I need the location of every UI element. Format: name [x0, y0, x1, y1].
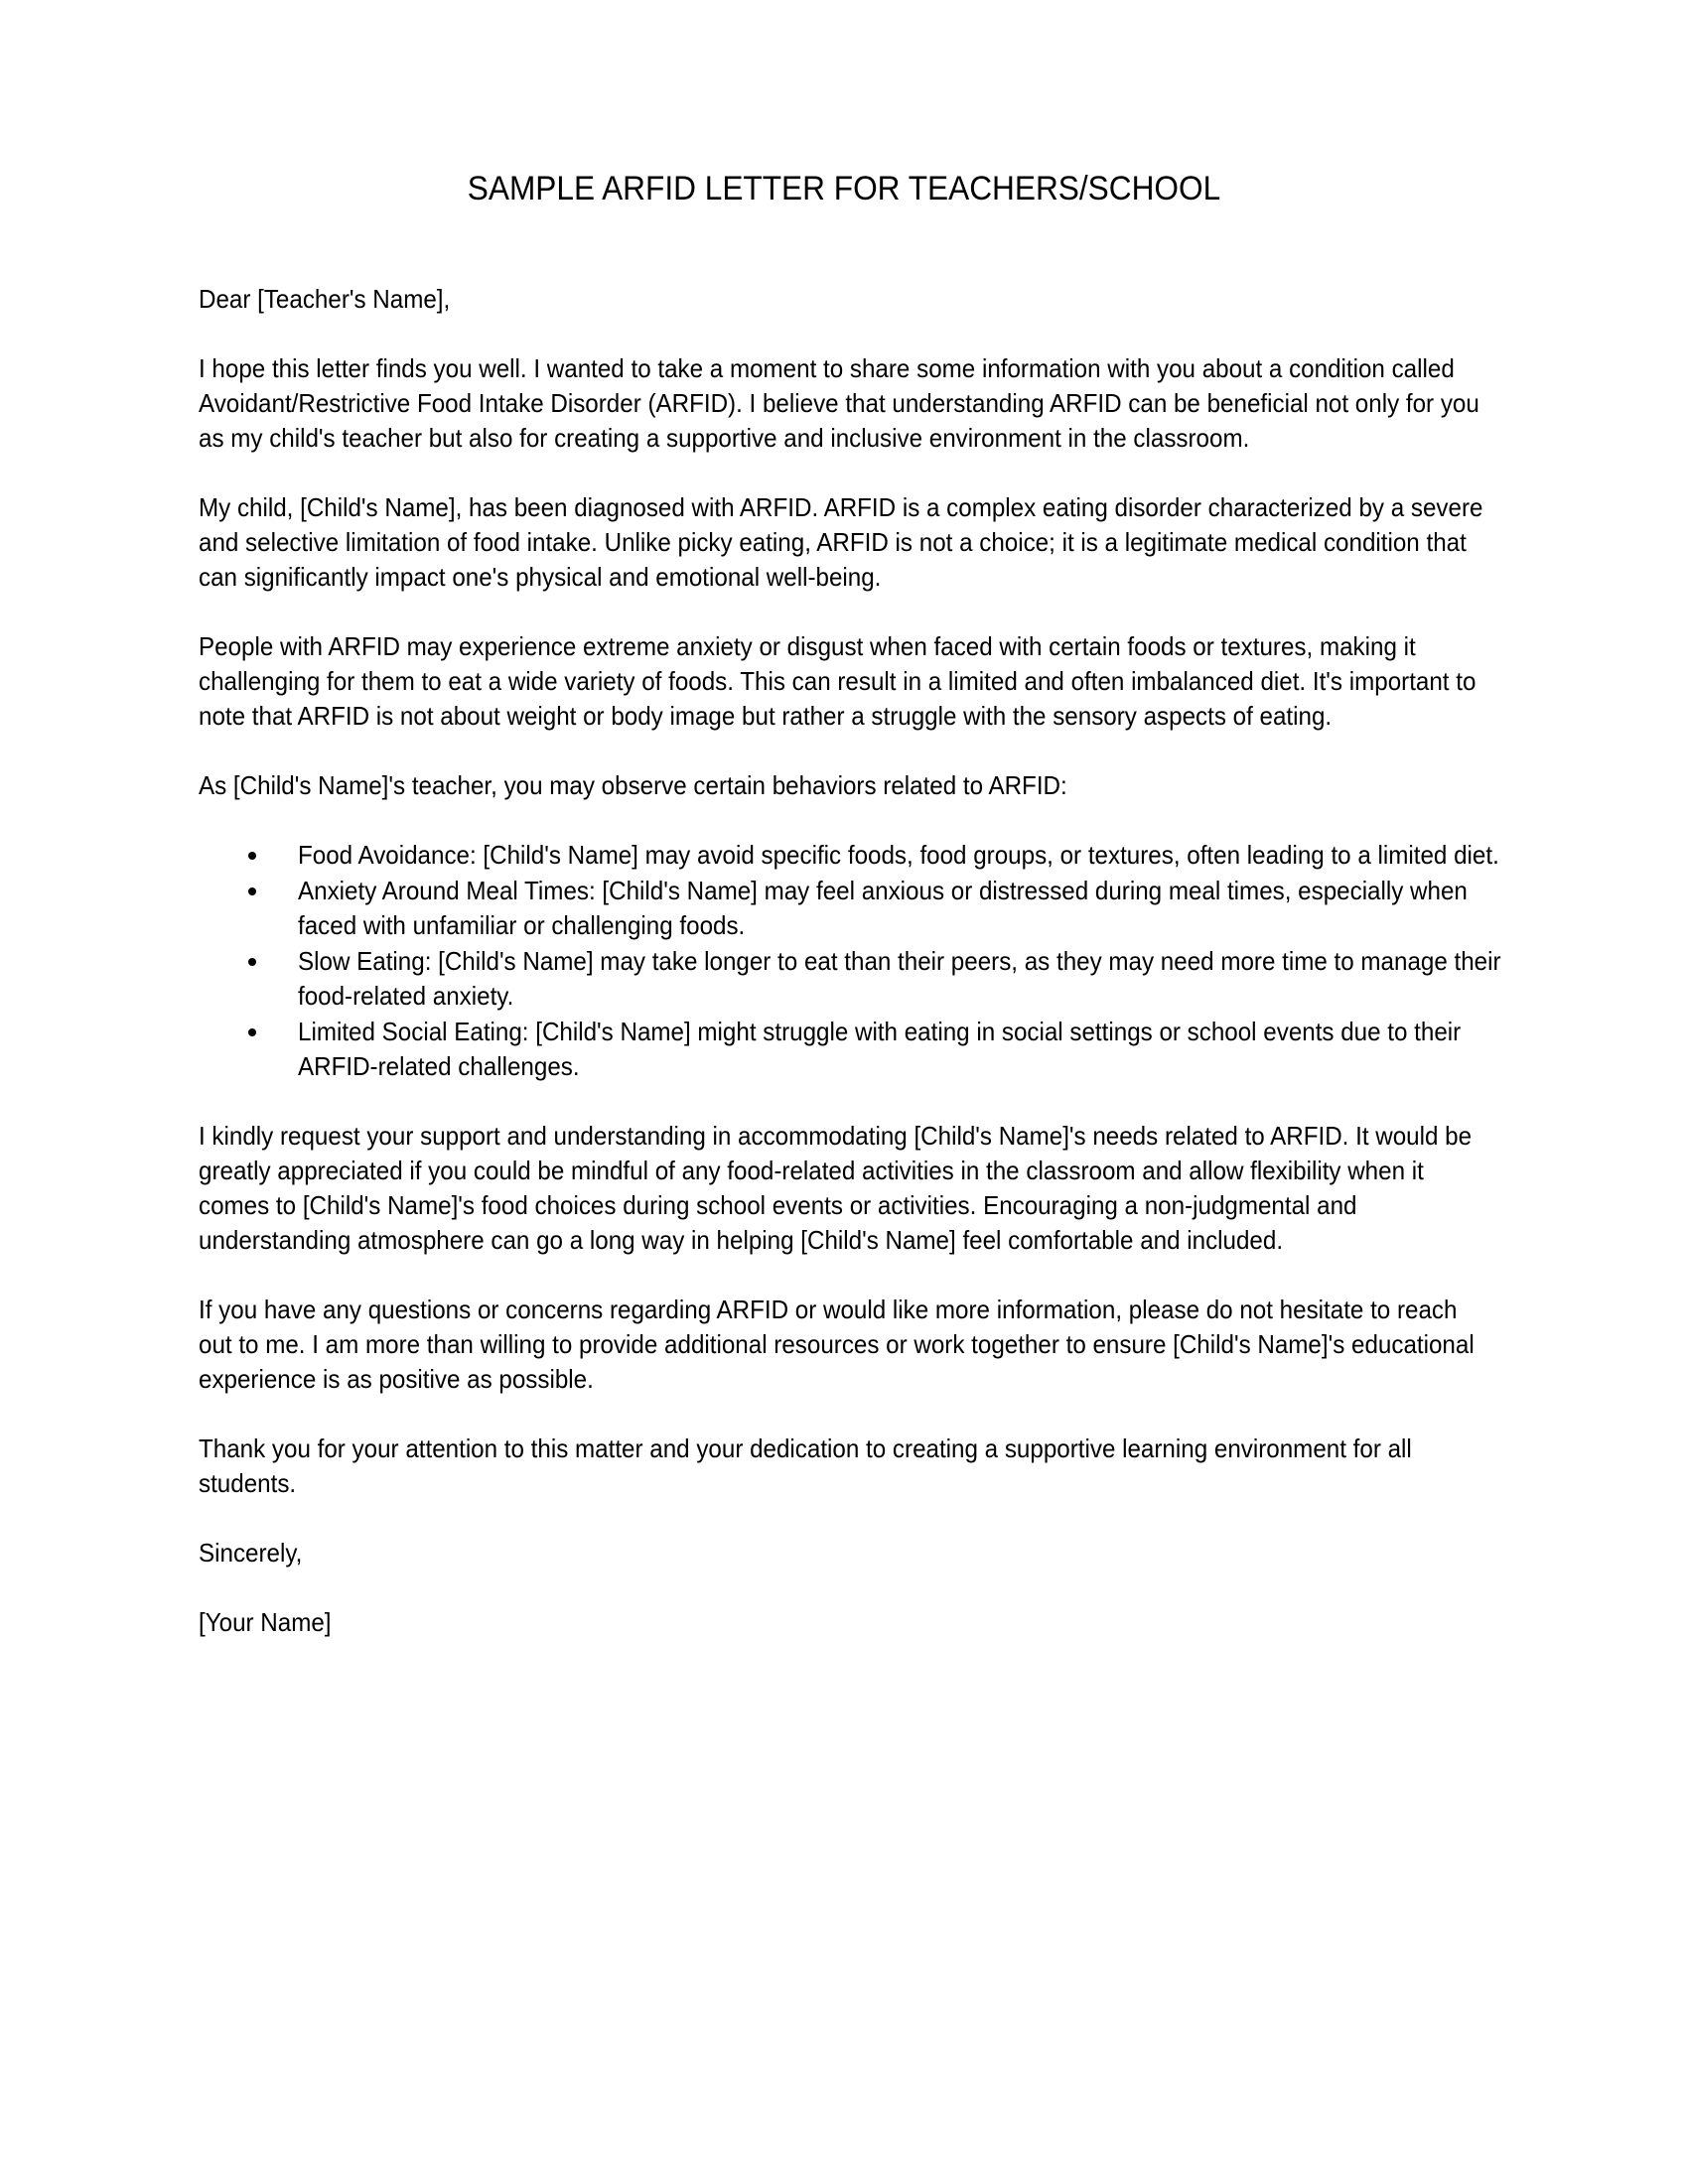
list-item — [199, 944, 1501, 1014]
salutation: Dear [Teacher's Name], — [199, 284, 451, 314]
paragraph-symptoms: People with ARFID may experience extreme anxiety or disgust when faced with certain foods or textures, making it challenging for them to eat a wide variety of foods. This can result in a limited and often imbalanced diet. It's important to note that ARFID is not about weight or body image but rather a struggle with the sensory aspects of eating. — [199, 631, 1477, 731]
list-item-text: Slow Eating: [Child's Name] may take longer to eat than their peers, as they may need more time to manage their food-related anxiety. — [298, 946, 1501, 1011]
page-title: SAMPLE ARFID LETTER FOR TEACHERS/SCHOOL — [467, 170, 1221, 207]
paragraph-behaviors-intro: As [Child's Name]'s teacher, you may observe certain behaviors related to ARFID: — [199, 770, 1067, 800]
behavior-list — [199, 838, 1501, 1084]
letter-body — [199, 282, 1501, 1675]
list-item — [199, 1015, 1489, 1084]
paragraph-request: I kindly request your support and understanding in accommodating [Child's Name]'s needs related to ARFID. It would be greatly appreciated if you could be mindful of any food-related activities in the classroom and allow flexibility when it comes to [Child's Name]'s food choices during school events or activities. Encouraging a non-judgmental and understanding atmosphere can go a long way in helping [Child's Name] feel comfortable and included. — [199, 1121, 1473, 1255]
bullet-icon — [248, 887, 256, 895]
sign-off: Sincerely, — [199, 1538, 303, 1568]
paragraph-intro: I hope this letter finds you well. I wanted to take a moment to share some information with you about a condition called Avoidant/Restrictive Food Intake Disorder (ARFID). I believe that understanding ARFID can be beneficial not only for you as my child's teacher but also for creating a supportive and inclusive environment in the classroom. — [199, 353, 1479, 453]
list-item — [199, 874, 1489, 943]
bullet-icon — [248, 1028, 256, 1036]
signature: [Your Name] — [199, 1607, 332, 1637]
paragraph-diagnosis: My child, [Child's Name], has been diagnosed with ARFID. ARFID is a complex eating disorder characterized by a severe and selective limitation of food intake. Unlike picky eating, ARFID is not a choice; it is a legitimate medical condition that can significantly impact one's physical and emotional well-being. — [199, 492, 1483, 592]
bullet-icon — [248, 958, 256, 966]
paragraph-thanks: Thank you for your attention to this matter and your dedication to creating a supportive learning environment for all students. — [199, 1433, 1412, 1498]
list-item-text: Anxiety Around Meal Times: [Child's Name] may feel anxious or distressed during meal times, especially when faced with unfamiliar or challenging foods. — [298, 876, 1468, 940]
list-item-text: Food Avoidance: [Child's Name] may avoid specific foods, food groups, or textures, often leading to a limited diet. — [298, 840, 1499, 870]
paragraph-contact: If you have any questions or concerns regarding ARFID or would like more information, please do not hesitate to reach out to me. I am more than willing to provide additional resources or work together to ensure [Child's Name]'s educational experience is as positive as possible. — [199, 1295, 1475, 1394]
list-item — [199, 838, 1499, 873]
list-item-text: Limited Social Eating: [Child's Name] might struggle with eating in social settings or school events due to their ARFID-related challenges. — [298, 1017, 1462, 1081]
bullet-icon — [248, 852, 256, 860]
